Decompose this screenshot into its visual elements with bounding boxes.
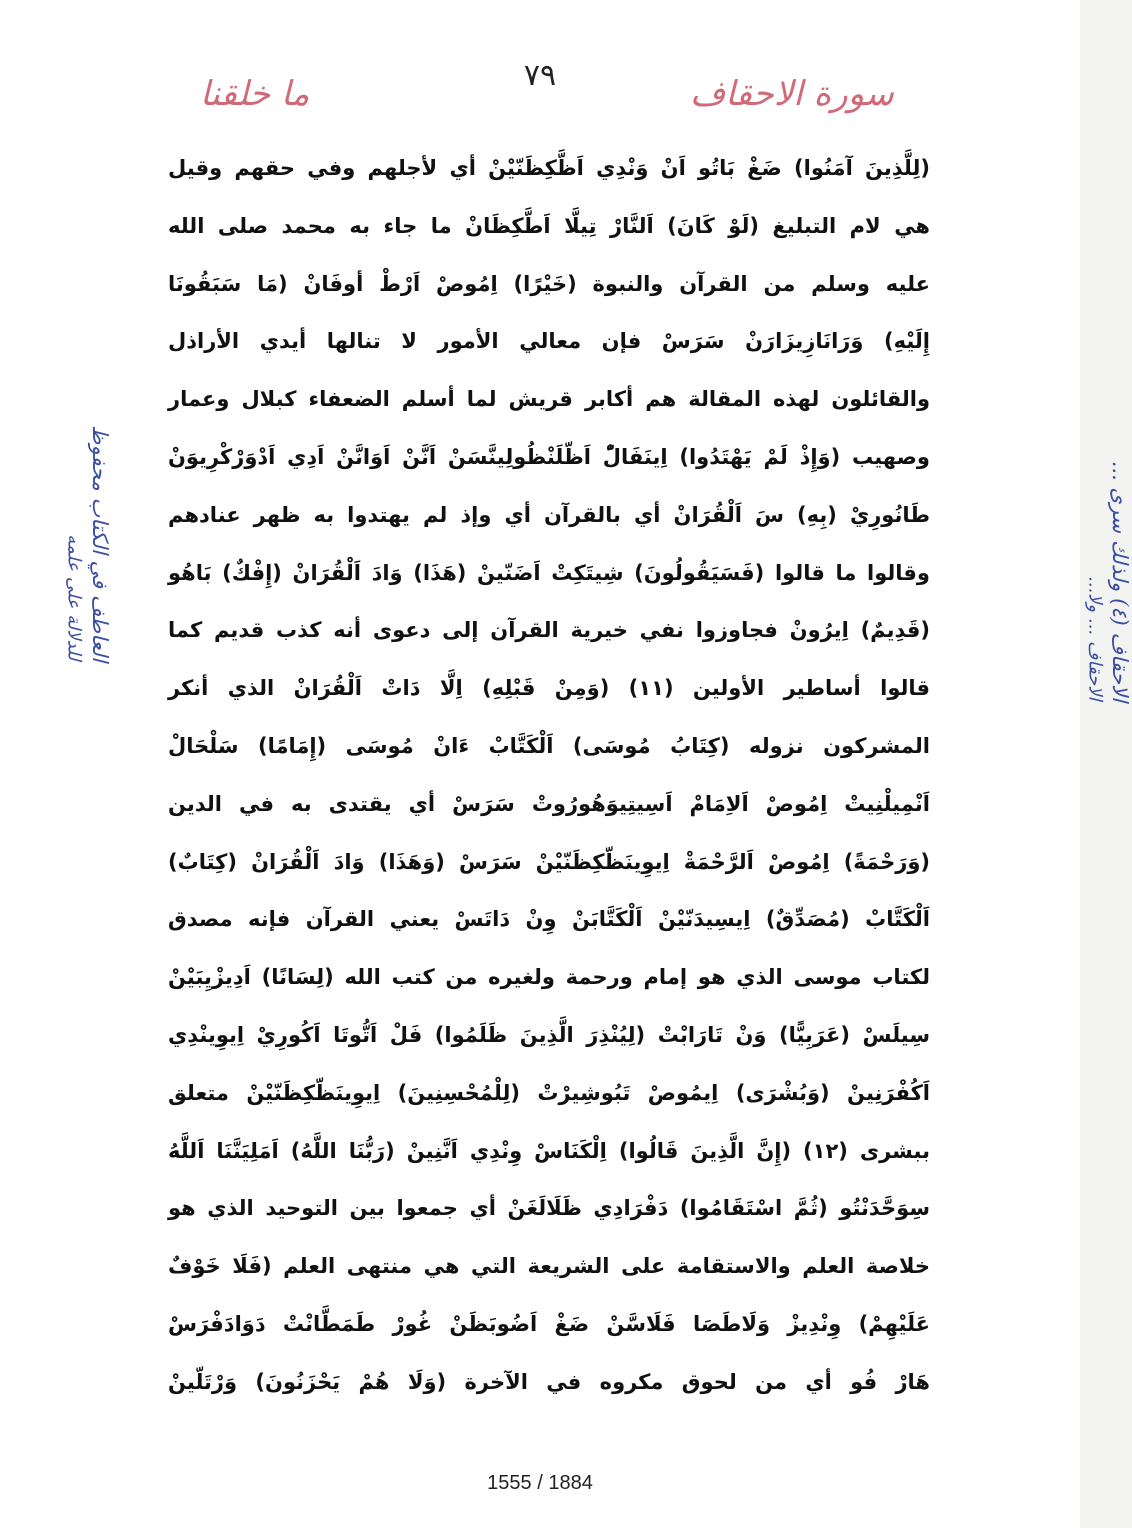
margin-note-left-second: للدلالة على علمه <box>63 534 85 661</box>
handwritten-header-left: ما خلقنا <box>200 74 310 114</box>
page-counter: 1555 / 1884 <box>487 1472 593 1494</box>
text-line: عَلَيْهِمْ) وِنْدِيزْ وَلَاطَصَا فَلَاسَّنْ ضَغْ اَضُوبَظَنْ غُورْ طَمَطَّانْتْ دَوَادَفْرَسْ <box>168 1311 930 1336</box>
text-line: (لِلَّذِينَ آمَنُوا) ضَغْ بَاتُو اَنْ وَنْدِي اَظَّكِظَنّيْنْ أي لأجلهم وفي حقهم وقيل <box>168 156 930 180</box>
text-line: سِوَحَّدَنْتُو (ثُمَّ اسْتَقَامُوا) دَفْرَادِي ظَلَالَغَنْ أي جمعوا بين التوحيد الذي هو <box>168 1196 930 1221</box>
margin-note-right-second: الاحقاف ... ولا... <box>1084 576 1106 701</box>
text-line: وصهيب (وَإِذْ لَمْ يَهْتَدُوا) اِينَفَالّْ اَظّلَنْظُولِينَّسَنْ اَنَّنْ اَوَانَّنْ اَدِي اَدْوَرْكْرِيوَنْ <box>168 444 930 469</box>
text-line: خلاصة العلم والاستقامة على الشريعة التي هي منتهى العلم (فَلَا خَوْفٌ <box>168 1254 930 1279</box>
page-number: ٧٩ <box>523 58 557 93</box>
body-text <box>168 140 930 1412</box>
text-line: قالوا أساطير الأولين (١١) (وَمِنْ قَبْلِهِ) اِلَّا دَاتْ اَلْقُرَانْ الذي أنكر <box>168 676 931 701</box>
text-line: هَارْ فُو أي من لحوق مكروه في الآخرة (وَلَا هُمْ يَحْزَنُونَ) وَرْتَلّينْ <box>168 1369 930 1394</box>
text-line: هي لام التبليغ (لَوْ كَانَ) اَلنَّارْ تِيلَّا اَطَّكِظَانْ ما جاء به محمد صلى الله <box>168 213 930 238</box>
text-line: (قَدِيمٌ) اِيرُونْ فجاوزوا نفي خيرية القرآن إلى دعوى أنه كذب قديم كما <box>168 618 930 643</box>
text-line: اَنْمِيلْنِيتْ اِمُوصْ اَلاِمَامْ اَسِيتِيوَهُورُوتْ سَرَسْ أي يقتدى به في الدين <box>168 791 930 816</box>
text-line: إِلَيْهِ) وَرَانَازِيزَارَنْ سَرَسْ فإن معالي الأمور لا تنالها أيدي الأراذل <box>168 329 930 354</box>
handwritten-header-right: سورة الاحقاف <box>690 74 894 114</box>
text-line: ببشرى (١٢) (إِنَّ الَّذِينَ قَالُوا) اِلْكَنَاسْ وِنْدِي اَنَّنِينْ (رَبُّنَا اللَّهُ) اَمَلِيَنَّنَا اَللَّهُ <box>168 1138 931 1163</box>
text-line: والقائلون لهذه المقالة هم أكابر قريش لما أسلم الضعفاء كبلال وعمار <box>168 387 930 412</box>
text-line: اَلْكَتَّابْ (مُصَدِّقٌ) اِيسِيدَنّيْنْ اَلْكَتَّابَنْ وِنْ دَاتَسْ يعني القرآن فإنه مصدق <box>168 907 930 932</box>
text-line: طَانُورِيْ (بِهِ) سَ اَلْقُرَانْ أي بالقرآن أي وإذ لم يهتدوا به ظهر عنادهم <box>168 502 930 527</box>
text-line: لكتاب موسى الذي هو إمام ورحمة ولغيره من كتب الله (لِسَانًا) اَدِيزْيِبَيْنْ <box>168 965 930 990</box>
text-line: المشركون نزوله (كِتَابُ مُوسَى) اَلْكَتَّابْ ءَانْ مُوسَى (إِمَامًا) سَلْحَالْ <box>168 733 930 758</box>
text-line: اَكُفْرَنِينْ (وَبُشْرَى) اِيمُوصْ تَبُوشِيرْتْ (لِلْمُحْسِنِينَ) اِيوِينَظّكِظَنّيْنْ متعلق <box>168 1080 930 1105</box>
text-line: عليه وسلم من القرآن والنبوة (خَيْرًا) اِمُوصْ اَرْطْ أوفَانْ (مَا سَبَقُونَا <box>168 271 930 296</box>
margin-note-right: الاحقاف (٤) ولذلك سرى ... <box>1108 460 1132 702</box>
text-line: سِيلَسْ (عَرَبِيًّا) وَنْ تَارَابْتْ (لِيُنْذِرَ الَّذِينَ ظَلَمُوا) فَلْ اَتُّوتَا اَكُورِيْ اِيوِينْدِي <box>168 1022 930 1047</box>
text-line: (وَرَحْمَةً) اِمُوصْ اَلرَّحْمَةْ اِيوِينَظّكِظَنّيْنْ سَرَسْ (وَهَذَا) وَادَ اَلْقُرَانْ (كِتَابٌ) <box>168 849 930 874</box>
margin-note-left: العاطف في الكتاب محفوظ <box>88 425 112 662</box>
text-line: وقالوا ما قالوا (فَسَيَقُولُونَ) شِيتَكِتْ اَضَنّينْ (هَذَا) وَادَ اَلْقُرَانْ (إِفْكٌ) بَاهُو <box>168 560 930 585</box>
